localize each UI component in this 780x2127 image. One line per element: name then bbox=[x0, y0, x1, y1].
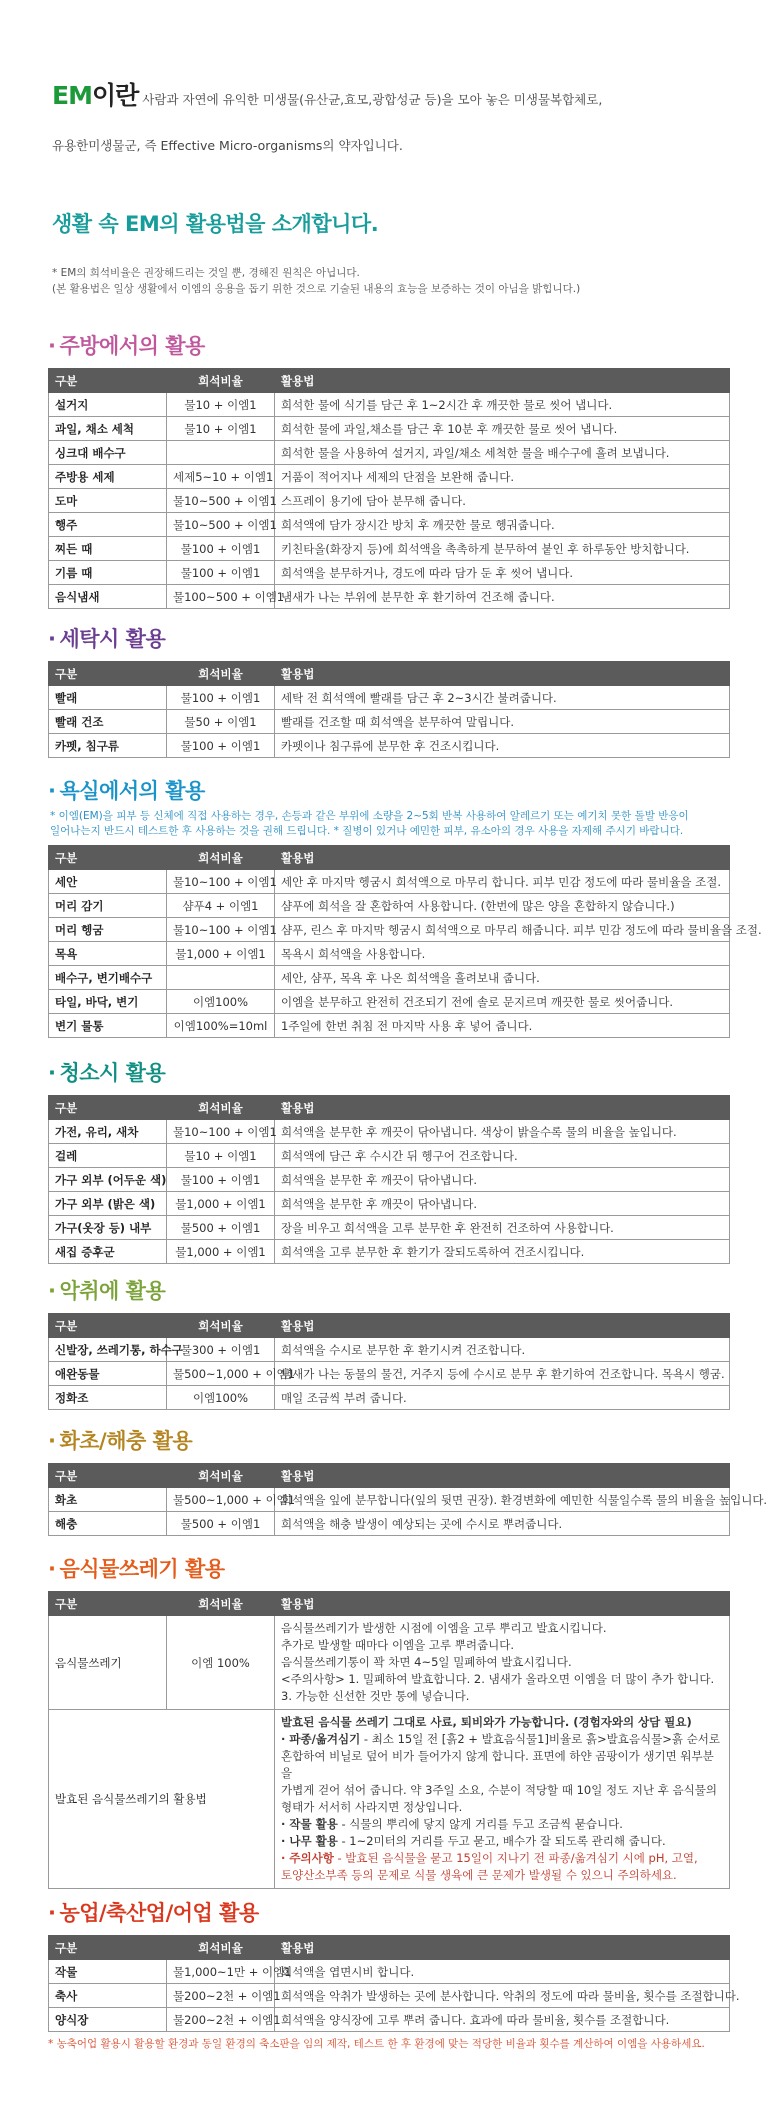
row-usage: 희석한 물에 과일,채소를 담근 후 10분 후 깨끗한 물로 씻어 냅니다. bbox=[275, 417, 730, 441]
row-ratio: 이엠 100% bbox=[167, 1616, 275, 1710]
table-row bbox=[49, 990, 730, 1014]
header-ratio: 희석비율 bbox=[167, 1592, 275, 1616]
row-ratio: 물50 + 이엠1 bbox=[167, 710, 275, 734]
usage-table bbox=[48, 1591, 730, 1889]
section-title-text: 청소시 활용 bbox=[59, 1061, 166, 1085]
row-usage: 희석액에 담가 장시간 방치 후 깨끗한 물로 헹궈줍니다. bbox=[275, 513, 730, 537]
header-usage: 활용법 bbox=[275, 846, 730, 870]
usage-text: - 최소 15일 전 [흙2 + 발효음식물1]비율로 흙>발효음식물>흙 순서로 bbox=[360, 1732, 720, 1746]
section-title-text: 세탁시 활용 bbox=[59, 627, 166, 651]
row-usage: 세안 후 마지막 헹굼시 희석액으로 마무리 합니다. 피부 민감 정도에 따라 물비율을 조절. bbox=[275, 870, 730, 894]
row-category: 정화조 bbox=[49, 1386, 167, 1410]
row-usage: 희석액을 해충 발생이 예상되는 곳에 수시로 뿌려줍니다. bbox=[275, 1512, 730, 1536]
table-header-row bbox=[49, 1592, 730, 1616]
em-title bbox=[52, 81, 138, 110]
row-category: 주방용 세제 bbox=[49, 465, 167, 489]
row-category: 과일, 채소 세척 bbox=[49, 417, 167, 441]
table-row bbox=[49, 966, 730, 990]
usage-table bbox=[48, 1095, 730, 1264]
header-usage: 활용법 bbox=[275, 662, 730, 686]
table-row bbox=[49, 489, 730, 513]
usage-line: 혼합하여 비닐로 덮어 비가 들어가지 않게 합니다. 표면에 하얀 곰팡이가 생기면 워부분을 bbox=[281, 1749, 714, 1780]
table-header-row bbox=[49, 1936, 730, 1960]
row-category: 양식장 bbox=[49, 2008, 167, 2032]
usage-text: - 식물의 뿌리에 닿지 않게 거리를 두고 조금씩 묻습니다. bbox=[337, 1817, 623, 1831]
table-row bbox=[49, 585, 730, 609]
row-ratio: 물200~2천 + 이엠1 bbox=[167, 1984, 275, 2008]
row-ratio: 물10~500 + 이엠1 bbox=[167, 489, 275, 513]
row-category: 새집 증후군 bbox=[49, 1240, 167, 1264]
row-ratio: 세제5~10 + 이엠1 bbox=[167, 465, 275, 489]
table-row bbox=[49, 1512, 730, 1536]
row-ratio: 물300 + 이엠1 bbox=[167, 1338, 275, 1362]
section-title: · 농업/축산업/어업 활용 bbox=[48, 1901, 259, 1925]
table-row bbox=[49, 1216, 730, 1240]
header-category: 구분 bbox=[49, 1096, 167, 1120]
row-category: 배수구, 변기배수구 bbox=[49, 966, 167, 990]
usage-text: - 발효된 음식물을 묻고 15일이 지나기 전 파종/옮겨심기 시에 pH, 고열, bbox=[333, 1851, 698, 1865]
row-usage: 샴푸에 희석을 잘 혼합하여 사용합니다. (한번에 많은 양을 혼합하지 않습니다.) bbox=[275, 894, 730, 918]
usage-line: 가볍게 걷어 섞어 줍니다. 약 3주일 소요, 수분이 적당할 때 10일 정도 지난 후 음식물의 bbox=[281, 1783, 717, 1797]
row-usage: 희석액을 양식장에 고루 뿌려 줍니다. 효과에 따라 물비율, 횟수를 조절합니다. bbox=[275, 2008, 730, 2032]
row-usage: 거품이 적어지나 세제의 단점을 보완해 줍니다. bbox=[275, 465, 730, 489]
row-usage: 카펫이나 침구류에 분무한 후 건조시킵니다. bbox=[275, 734, 730, 758]
header-ratio: 희석비율 bbox=[167, 369, 275, 393]
row-usage: 희석한 물에 식기를 담근 후 1~2시간 후 깨끗한 물로 씻어 냅니다. bbox=[275, 393, 730, 417]
usage-line: 3. 가능한 신선한 것만 통에 넣습니다. bbox=[281, 1689, 470, 1703]
usage-table bbox=[48, 1463, 768, 1536]
row-category: 음식냄새 bbox=[49, 585, 167, 609]
note-line: (본 활용법은 일상 생활에서 이엠의 응용을 돕기 위한 것으로 기술된 내용의 효능을 보증하는 것이 아님을 밝힙니다.) bbox=[52, 283, 581, 295]
table-row bbox=[49, 1120, 730, 1144]
row-ratio bbox=[167, 966, 275, 990]
row-category: 음식물쓰레기 bbox=[49, 1616, 167, 1710]
section-plant bbox=[48, 1425, 768, 1536]
row-category: 축사 bbox=[49, 1984, 167, 2008]
row-category: 기름 때 bbox=[49, 561, 167, 585]
section-note bbox=[50, 809, 730, 839]
row-category: 찌든 때 bbox=[49, 537, 167, 561]
row-category: 가구 외부 (어두운 색) bbox=[49, 1168, 167, 1192]
table-row bbox=[49, 1710, 730, 1889]
intro-notes bbox=[52, 265, 580, 297]
row-usage: 이엠을 분무하고 완전히 건조되기 전에 솔로 문지르며 깨끗한 물로 씻어줍니다. bbox=[275, 990, 730, 1014]
row-ratio: 물1,000~1만 + 이엠1 bbox=[167, 1960, 275, 1984]
intro-line-2: 유용한미생물군, 즉 Effective Micro-organisms의 약자입니다. bbox=[52, 138, 403, 153]
row-ratio: 물10~500 + 이엠1 bbox=[167, 513, 275, 537]
row-ratio: 물10 + 이엠1 bbox=[167, 417, 275, 441]
table-header-row bbox=[49, 1314, 730, 1338]
row-usage: 희석액을 분무한 후 깨끗이 닦아냅니다. bbox=[275, 1192, 730, 1216]
table-row bbox=[49, 710, 730, 734]
table-row bbox=[49, 894, 730, 918]
row-usage: 빨래를 건조할 때 희석액을 분무하여 말립니다. bbox=[275, 710, 730, 734]
row-ratio: 물100 + 이엠1 bbox=[167, 734, 275, 758]
header-ratio: 희석비율 bbox=[167, 662, 275, 686]
usage-label: · 나무 활용 bbox=[281, 1834, 338, 1848]
header-usage: 활용법 bbox=[275, 1464, 730, 1488]
table-row bbox=[49, 1168, 730, 1192]
row-ratio: 물10~100 + 이엠1 bbox=[167, 870, 275, 894]
row-usage: 세안, 샴푸, 목욕 후 나온 희석액을 흘려보내 줍니다. bbox=[275, 966, 730, 990]
usage-line: 음식물쓰레기가 발생한 시점에 이엠을 고루 뿌리고 발효시킵니다. bbox=[281, 1621, 607, 1635]
row-usage: 장을 비우고 희석액을 고루 분무한 후 완전히 건조하여 사용합니다. bbox=[275, 1216, 730, 1240]
table-row bbox=[49, 393, 730, 417]
header-category: 구분 bbox=[49, 369, 167, 393]
table-row bbox=[49, 1488, 730, 1512]
row-category: 싱크대 배수구 bbox=[49, 441, 167, 465]
usage-headline: 발효된 음식물 쓰레기 그대로 사료, 퇴비와가 가능합니다. (경험자와의 상담 필요) bbox=[281, 1715, 692, 1729]
row-ratio: 물100~500 + 이엠1 bbox=[167, 585, 275, 609]
table-row bbox=[49, 942, 730, 966]
usage-label: · 주의사항 bbox=[281, 1851, 334, 1865]
row-ratio: 물10~100 + 이엠1 bbox=[167, 1120, 275, 1144]
table-row bbox=[49, 1362, 730, 1386]
row-usage bbox=[275, 1710, 730, 1889]
header-category: 구분 bbox=[49, 1936, 167, 1960]
section-odor bbox=[48, 1275, 730, 1410]
row-category: 가구 외부 (밝은 색) bbox=[49, 1192, 167, 1216]
row-category: 행주 bbox=[49, 513, 167, 537]
table-row bbox=[49, 1192, 730, 1216]
row-category: 빨래 bbox=[49, 686, 167, 710]
header-category: 구분 bbox=[49, 1464, 167, 1488]
header-ratio: 희석비율 bbox=[167, 1464, 275, 1488]
section-title: · 청소시 활용 bbox=[48, 1061, 166, 1085]
row-category: 도마 bbox=[49, 489, 167, 513]
row-usage: 희석액을 분무한 후 깨끗이 닦아냅니다. 색상이 밝을수록 물의 비율을 높입니다. bbox=[275, 1120, 730, 1144]
row-usage: 희석액을 분무하거나, 경도에 따라 담가 둔 후 씻어 냅니다. bbox=[275, 561, 730, 585]
page-headline: 생활 속 EM의 활용법을 소개합니다. bbox=[52, 212, 379, 236]
intro-line-1: 사람과 자연에 유익한 미생물(유산균,효모,광합성균 등)을 모아 놓은 미생물복합체로, bbox=[138, 92, 603, 107]
row-category: 걸레 bbox=[49, 1144, 167, 1168]
row-category: 화초 bbox=[49, 1488, 167, 1512]
table-row bbox=[49, 417, 730, 441]
table-row bbox=[49, 465, 730, 489]
table-row bbox=[49, 734, 730, 758]
table-row bbox=[49, 2008, 730, 2032]
header-ratio: 희석비율 bbox=[167, 1096, 275, 1120]
table-row bbox=[49, 513, 730, 537]
row-usage: 냄새가 나는 동물의 물건, 거주지 등에 수시로 분무 후 환기하여 건조합니다. 목욕시 헹굼. bbox=[275, 1362, 730, 1386]
row-usage: 매일 조금씩 부려 줍니다. bbox=[275, 1386, 730, 1410]
note-line: * EM의 희석비율은 권장해드리는 것일 뿐, 경해진 원칙은 아닙니다. bbox=[52, 267, 360, 279]
usage-label: · 작물 활용 bbox=[281, 1817, 338, 1831]
row-usage: 샴푸, 린스 후 마지막 헹굼시 희석액으로 마무리 해줍니다. 피부 민감 정도에 따라 물비율을 조절. bbox=[275, 918, 730, 942]
row-ratio: 물100 + 이엠1 bbox=[167, 686, 275, 710]
intro bbox=[52, 81, 752, 153]
row-ratio: 물100 + 이엠1 bbox=[167, 561, 275, 585]
row-category: 작물 bbox=[49, 1960, 167, 1984]
header-ratio: 희석비율 bbox=[167, 1936, 275, 1960]
section-title-text: 욕실에서의 활용 bbox=[59, 779, 205, 803]
row-category: 카펫, 침구류 bbox=[49, 734, 167, 758]
table-row bbox=[49, 1386, 730, 1410]
header-category: 구분 bbox=[49, 846, 167, 870]
row-usage: 희석액을 악취가 발생하는 곳에 분사합니다. 악취의 정도에 따라 물비율, 횟수를 조절합니다. bbox=[275, 1984, 730, 2008]
row-ratio: 이엠100% bbox=[167, 1386, 275, 1410]
usage-label: · 파종/옮겨심기 bbox=[281, 1732, 361, 1746]
row-ratio: 물500 + 이엠1 bbox=[167, 1512, 275, 1536]
row-category: 가구(옷장 등) 내부 bbox=[49, 1216, 167, 1240]
header-usage: 활용법 bbox=[275, 369, 730, 393]
row-usage: 목욕시 희석액을 사용합니다. bbox=[275, 942, 730, 966]
usage-table bbox=[48, 845, 762, 1038]
section-title-text: 화초/해충 활용 bbox=[59, 1429, 193, 1453]
table-row bbox=[49, 561, 730, 585]
table-row bbox=[49, 441, 730, 465]
usage-line: <주의사항> 1. 밀폐하여 발효합니다. 2. 냄새가 올라오면 이엠을 더 많이 추가 합니다. bbox=[281, 1672, 715, 1686]
row-ratio: 물1,000 + 이엠1 bbox=[167, 1192, 275, 1216]
table-row bbox=[49, 1240, 730, 1264]
row-category: 신발장, 쓰레기통, 하수구 bbox=[49, 1338, 167, 1362]
table-row bbox=[49, 1616, 730, 1710]
em-title-text: EM bbox=[52, 81, 92, 110]
row-usage: 희석액을 분무한 후 깨끗이 닦아냅니다. bbox=[275, 1168, 730, 1192]
usage-line: 추가로 발생할 때마다 이엠을 고루 뿌려줍니다. bbox=[281, 1638, 515, 1652]
header-usage: 활용법 bbox=[275, 1314, 730, 1338]
usage-line bbox=[281, 1833, 723, 1850]
section-kitchen bbox=[48, 330, 730, 609]
header-category: 구분 bbox=[49, 662, 167, 686]
usage-table bbox=[48, 1935, 740, 2032]
table-row bbox=[49, 1144, 730, 1168]
row-category: 해충 bbox=[49, 1512, 167, 1536]
section-title-text: 악취에 활용 bbox=[59, 1279, 166, 1303]
em-title-suffix: 이란 bbox=[91, 81, 139, 110]
row-usage: 스프레이 용기에 담아 분무해 줍니다. bbox=[275, 489, 730, 513]
table-row bbox=[49, 1338, 730, 1362]
row-usage: 희석액을 엽면시비 합니다. bbox=[275, 1960, 730, 1984]
table-header-row bbox=[49, 662, 730, 686]
table-row bbox=[49, 1014, 730, 1038]
row-category: 변기 물통 bbox=[49, 1014, 167, 1038]
row-usage: 희석한 물을 사용하여 설거지, 과일/채소 세척한 물을 배수구에 흘려 보냅니다. bbox=[275, 441, 730, 465]
row-category: 머리 헹굼 bbox=[49, 918, 167, 942]
row-ratio: 물1,000 + 이엠1 bbox=[167, 942, 275, 966]
table-header-row bbox=[49, 846, 730, 870]
section-food-waste bbox=[48, 1553, 730, 1889]
section-title: · 음식물쓰레기 활용 bbox=[48, 1557, 225, 1581]
usage-line: 형태가 서서히 사라지면 정상입니다. bbox=[281, 1800, 463, 1814]
usage-text: - 1~2미터의 거리를 두고 묻고, 배수가 잘 되도록 관리해 줍니다. bbox=[337, 1834, 666, 1848]
section-title-text: 주방에서의 활용 bbox=[59, 334, 205, 358]
header-category: 구분 bbox=[49, 1314, 167, 1338]
row-ratio: 물500~1,000 + 이엠1 bbox=[167, 1488, 275, 1512]
row-usage bbox=[275, 1616, 730, 1710]
header-usage: 활용법 bbox=[275, 1936, 730, 1960]
section-title-text: 농업/축산업/어업 활용 bbox=[59, 1901, 259, 1925]
table-header-row bbox=[49, 1096, 730, 1120]
header-usage: 활용법 bbox=[275, 1592, 730, 1616]
usage-line bbox=[281, 1731, 723, 1748]
section-note-line: 일어나는지 반드시 테스트한 후 사용하는 것을 권해 드립니다. * 질병이 있거나 예민한 피부, 유소아의 경우 사용을 자제해 주시기 바랍니다. bbox=[50, 825, 684, 837]
row-usage: 희석액을 수시로 분무한 후 환기시켜 건조합니다. bbox=[275, 1338, 730, 1362]
usage-line bbox=[281, 1850, 723, 1867]
section-title-text: 음식물쓰레기 활용 bbox=[59, 1557, 225, 1581]
section-title: · 주방에서의 활용 bbox=[48, 334, 205, 358]
row-ratio: 물200~2천 + 이엠1 bbox=[167, 2008, 275, 2032]
section-farm bbox=[48, 1897, 740, 2051]
row-usage: 희석액에 담근 후 수시간 뒤 헹구어 건조합니다. bbox=[275, 1144, 730, 1168]
section-bath bbox=[48, 775, 762, 1038]
section-title: · 악취에 활용 bbox=[48, 1279, 166, 1303]
usage-table bbox=[48, 368, 730, 609]
usage-table bbox=[48, 1313, 730, 1410]
row-category: 머리 감기 bbox=[49, 894, 167, 918]
row-ratio: 물10 + 이엠1 bbox=[167, 393, 275, 417]
row-usage: 키친타올(화장지 등)에 희석액을 촉촉하게 분무하여 붙인 후 하루동안 방치합니다. bbox=[275, 537, 730, 561]
row-ratio: 물100 + 이엠1 bbox=[167, 537, 275, 561]
table-header-row bbox=[49, 369, 730, 393]
header-category: 구분 bbox=[49, 1592, 167, 1616]
table-row bbox=[49, 1984, 730, 2008]
table-row bbox=[49, 537, 730, 561]
row-category: 가전, 유리, 새차 bbox=[49, 1120, 167, 1144]
row-category: 빨래 건조 bbox=[49, 710, 167, 734]
row-ratio: 샴푸4 + 이엠1 bbox=[167, 894, 275, 918]
usage-line: 토양산소부족 등의 문제로 식물 생육에 큰 문제가 발생될 수 있으니 주의하세요. bbox=[281, 1868, 677, 1882]
section-note-line: * 이엠(EM)을 피부 등 신체에 직접 사용하는 경우, 손등과 같은 부위에 소량을 2~5회 반복 사용하여 알레르기 또는 예기치 못한 돌발 반응이 bbox=[50, 810, 689, 822]
header-usage: 활용법 bbox=[275, 1096, 730, 1120]
section-title: · 화초/해충 활용 bbox=[48, 1429, 193, 1453]
row-usage: 세탁 전 희석액에 빨래를 담근 후 2~3시간 불려줍니다. bbox=[275, 686, 730, 710]
row-ratio: 물1,000 + 이엠1 bbox=[167, 1240, 275, 1264]
usage-line bbox=[281, 1816, 723, 1833]
section-laundry bbox=[48, 623, 730, 758]
row-category: 목욕 bbox=[49, 942, 167, 966]
section-title: · 세탁시 활용 bbox=[48, 627, 166, 651]
table-row bbox=[49, 870, 730, 894]
row-ratio: 물10 + 이엠1 bbox=[167, 1144, 275, 1168]
row-category: 타일, 바닥, 변기 bbox=[49, 990, 167, 1014]
row-ratio: 물10~100 + 이엠1 bbox=[167, 918, 275, 942]
table-row bbox=[49, 686, 730, 710]
row-usage: 1주일에 한번 취침 전 마지막 사용 후 넣어 줍니다. bbox=[275, 1014, 730, 1038]
row-usage: 희석액을 고루 분무한 후 환기가 잘되도록하여 건조시킵니다. bbox=[275, 1240, 730, 1264]
section-footnote: * 농축어업 활용시 활용할 환경과 동일 환경의 축소판을 임의 제작, 테스트 한 후 환경에 맞는 적당한 비율과 횟수를 계산하여 이엠을 사용하세요. bbox=[48, 2038, 705, 2050]
usage-table bbox=[48, 661, 730, 758]
usage-line: 음식물쓰레기통이 꽉 차면 4~5일 밀폐하여 발효시킵니다. bbox=[281, 1655, 572, 1669]
header-ratio: 희석비율 bbox=[167, 1314, 275, 1338]
table-row bbox=[49, 918, 730, 942]
row-category: 설거지 bbox=[49, 393, 167, 417]
table-row bbox=[49, 1960, 730, 1984]
row-ratio: 물500~1,000 + 이엠1 bbox=[167, 1362, 275, 1386]
section-cleaning bbox=[48, 1057, 730, 1264]
row-usage: 희석액을 잎에 분무합니다(잎의 뒷면 권장). 환경변화에 예민한 식물일수록 물의 비율을 높입니다. bbox=[275, 1488, 730, 1512]
row-ratio bbox=[167, 441, 275, 465]
row-ratio: 이엠100%=10ml bbox=[167, 1014, 275, 1038]
row-category: 발효된 음식물쓰레기의 활용법 bbox=[49, 1710, 275, 1889]
table-header-row bbox=[49, 1464, 730, 1488]
row-usage: 냄새가 나는 부위에 분무한 후 환기하여 건조해 줍니다. bbox=[275, 585, 730, 609]
header-ratio: 희석비율 bbox=[167, 846, 275, 870]
row-ratio: 물500 + 이엠1 bbox=[167, 1216, 275, 1240]
row-category: 애완동물 bbox=[49, 1362, 167, 1386]
row-category: 세안 bbox=[49, 870, 167, 894]
row-ratio: 물100 + 이엠1 bbox=[167, 1168, 275, 1192]
section-title: · 욕실에서의 활용 bbox=[48, 779, 205, 803]
row-ratio: 이엠100% bbox=[167, 990, 275, 1014]
